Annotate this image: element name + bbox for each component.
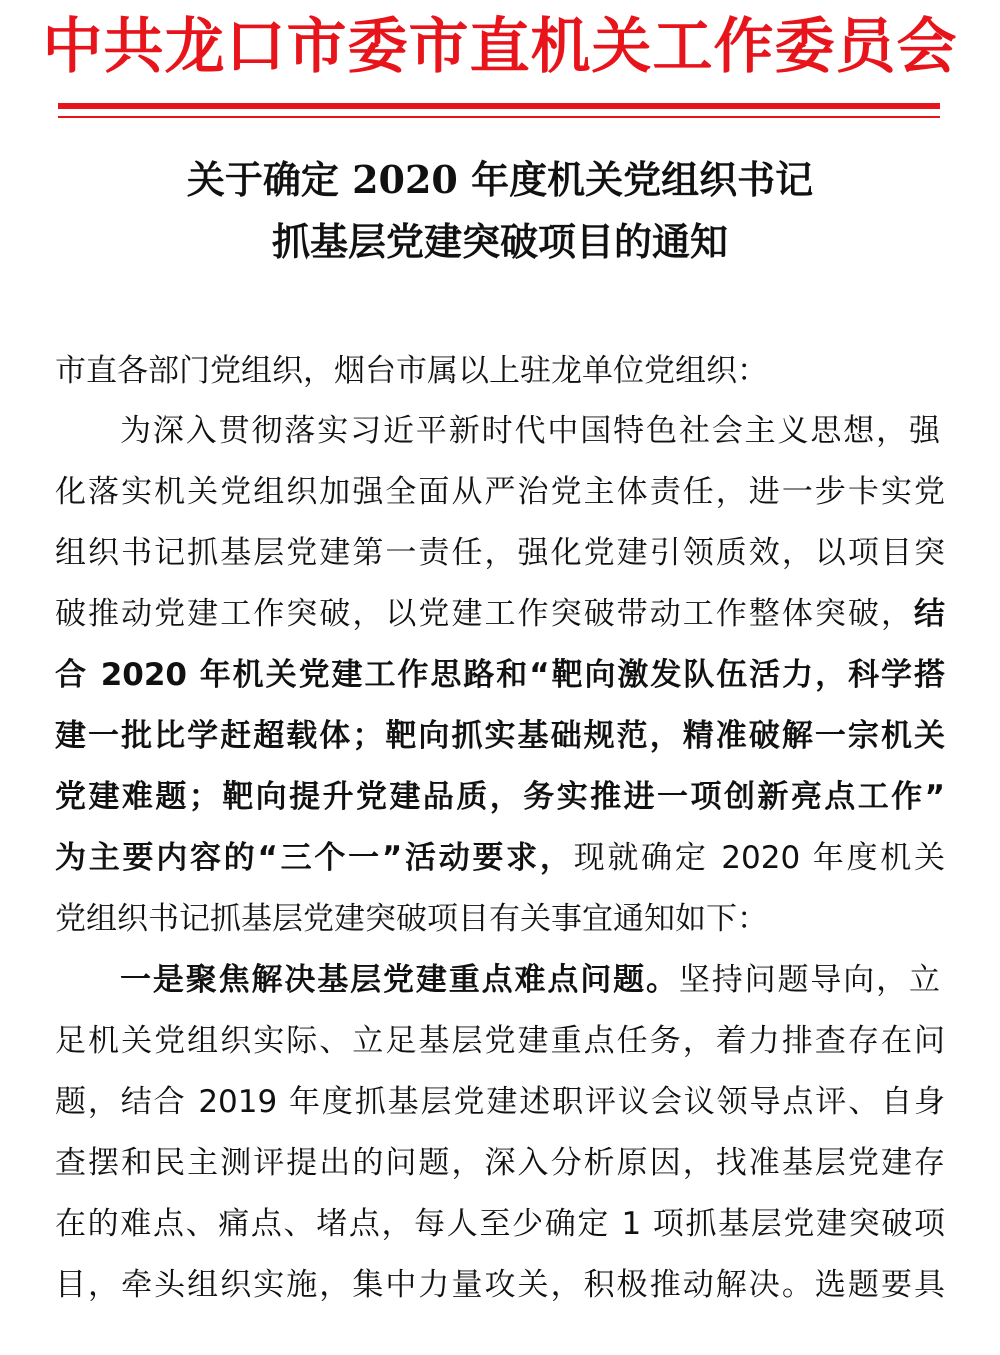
paragraph-2-heading: 一是聚焦解决基层党建重点难点问题。 [120, 962, 679, 998]
paragraph-1-line-7: 党建难题；靶向提升党建品质，务实推进一项创新亮点工作” [55, 779, 945, 815]
masthead-red-rule-thin [58, 116, 940, 118]
paragraph-2-line-2: 足机关党组织实际、立足基层党建重点任务，着力排查存在问 [55, 1023, 945, 1059]
paragraph-1-line-4-bold: 结 [914, 596, 945, 632]
paragraph-2-line-3: 题，结合 2019 年度抓基层党建述职评议会议领导点评、自身 [55, 1084, 945, 1120]
paragraph-2-line-1-plain: 坚持问题导向，立 [678, 962, 940, 998]
paragraph-1-line-8-bold: 为主要内容的“三个一”活动要求， [55, 840, 574, 876]
paragraph-1-line-8 [55, 838, 945, 878]
paragraph-1-line-2: 化落实机关党组织加强全面从严治党主体责任，进一步卡实党 [55, 474, 945, 510]
masthead-org-name: 中共龙口市委市直机关工作委员会 [42, 12, 958, 82]
paragraph-2-line-5: 在的难点、痛点、堵点，每人至少确定 1 项抓基层党建突破项 [55, 1206, 945, 1242]
paragraph-2-line-1 [120, 960, 940, 1000]
paragraph-2-line-6: 目，牵头组织实施，集中力量攻关，积极推动解决。选题要具 [55, 1267, 945, 1303]
paragraph-1-line-4-plain: 破推动党建工作突破，以党建工作突破带动工作整体突破， [55, 596, 914, 632]
document-title-line-2: 抓基层党建突破项目的通知 [271, 219, 728, 264]
paragraph-1-line-9: 党组织书记抓基层党建突破项目有关事宜通知如下： [55, 901, 768, 937]
paragraph-1-line-8-plain: 现就确定 2020 年度机关 [573, 840, 945, 876]
paragraph-1-line-5: 合 2020 年机关党建工作思路和“靶向激发队伍活力，科学搭 [55, 657, 945, 693]
document-title-line-1: 关于确定 2020 年度机关党组织书记 [186, 157, 814, 202]
masthead-red-rule-thick [58, 103, 940, 109]
paragraph-1-line-1: 为深入贯彻落实习近平新时代中国特色社会主义思想，强 [120, 413, 940, 449]
paragraph-1-line-3: 组织书记抓基层党建第一责任，强化党建引领质效，以项目突 [55, 535, 945, 571]
paragraph-2-line-4: 查摆和民主测评提出的问题，深入分析原因，找准基层党建存 [55, 1145, 945, 1181]
paragraph-1-line-4 [55, 594, 945, 634]
paragraph-1-line-6: 建一批比学赶超载体；靶向抓实基础规范，精准破解一宗机关 [55, 718, 945, 754]
salutation: 市直各部门党组织，烟台市属以上驻龙单位党组织： [55, 353, 768, 389]
